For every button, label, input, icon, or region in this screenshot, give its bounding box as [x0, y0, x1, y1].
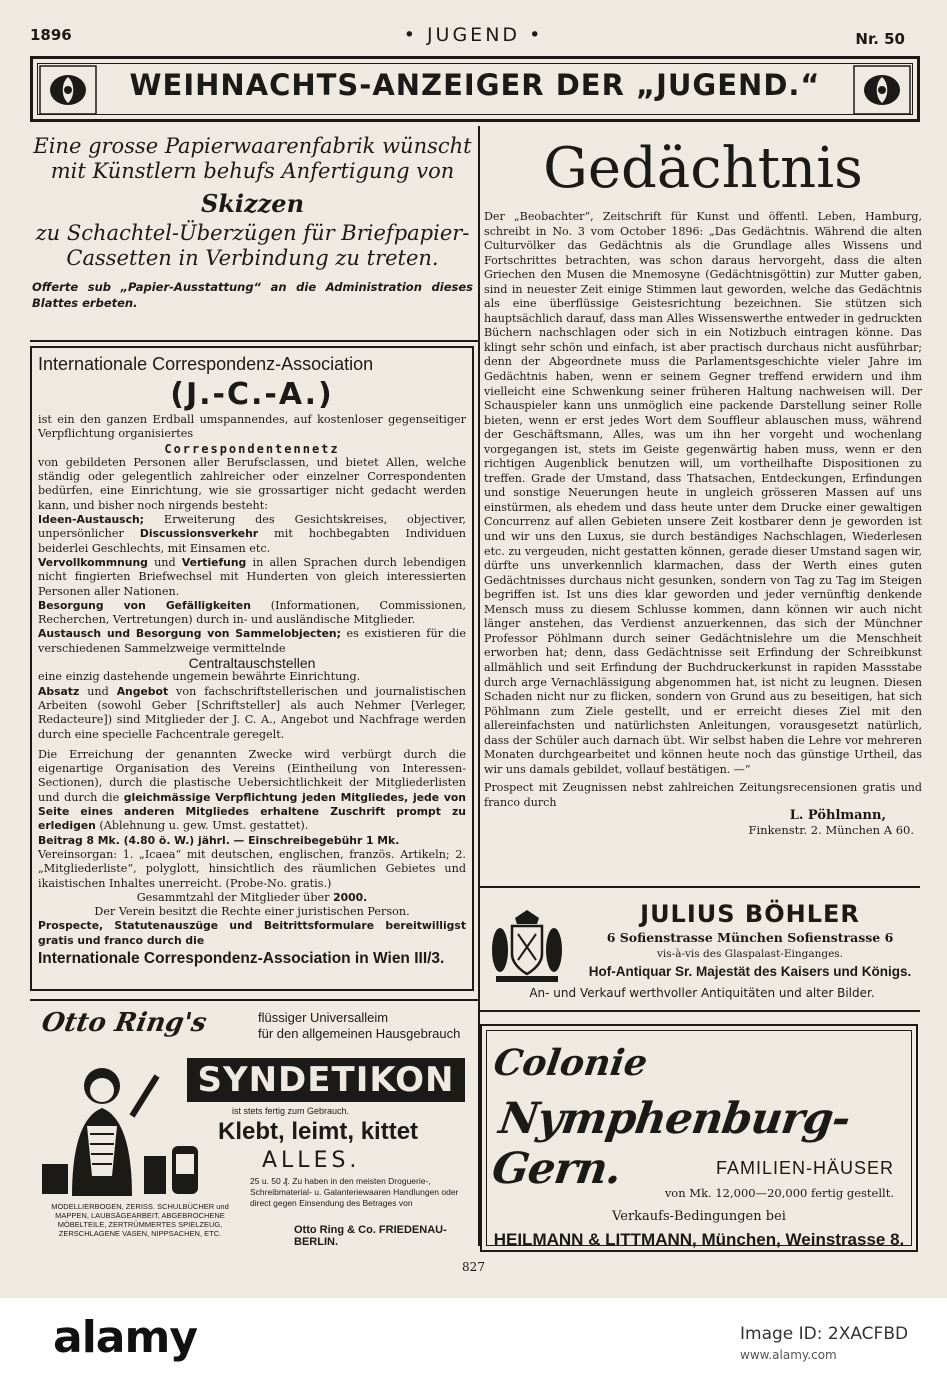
ica-p12: Gesammtzahl der Mitglieder über 2000.	[136, 890, 368, 904]
otto-ring-brand: Otto Ring's	[39, 1008, 209, 1038]
ica-p2: von gebildeten Personen aller Berufsclassen, und bietet Allen, welche ständig oder gelegentlich zahlreicher oder einzelner Correspondenten bedürfen, eine Einrichtung, wie sie grossartiger nicht gedacht werden kann, und bisher noch nirgends besteht:	[38, 455, 466, 512]
colonie-price: von Mk. 12,000—20,000 fertig gestellt.	[664, 1186, 894, 1200]
boehler-line3: Hof-Antiquar Sr. Majestät des Kaisers und Königs.	[588, 964, 912, 979]
ornament-icon	[853, 65, 911, 115]
syndetikon-ad	[32, 1006, 472, 1251]
syndetikon-tagline	[258, 1010, 460, 1042]
ica-abbr: (J.-C.-A.)	[170, 377, 334, 412]
syndetikon-claim: Klebt, leimt, kittet	[218, 1118, 419, 1145]
ica-p10: Beitrag 8 Mk. (4.80 ö. W.) jährl. — Einschreibegebühr 1 Mk.	[38, 833, 400, 847]
page-header	[30, 24, 917, 48]
syndetikon-small: 25 u. 50 ₰. Zu haben in den meisten Droguerie-, Schreibmaterial- u. Galanteriewaaren Handlungen oder direct gegen Einsendung des Betrages von	[250, 1176, 459, 1208]
divider	[30, 999, 478, 1001]
ica-p4: Vervollkommnung und Vertiefung in allen Sprachen durch lebendigen nicht fingierten Briefwechsel mit Hunderten von gleich interessierten Personen aller Nationen.	[38, 555, 466, 598]
journal-title: • JUGEND •	[403, 24, 544, 46]
stock-footer	[0, 1298, 947, 1390]
ica-p9: Die Erreichung der genannten Zwecke wird verbürgt durch die eigenartige Organisation des Vereins (Eintheilung von Interessen-Sectionen), durch die plastische Uebersichtlichkeit der Mitgliederlisten und durch die gleichmässige Verpflichtung jeden Mitgliedes, jede von Seite eines anderen Mitgliedes erhaltene Zuschrift prompt zu erledigen (Ablehnung u. gew. Umst. gestattet).	[38, 747, 466, 833]
gedaechtnis-signer: L. Pöhlmann,	[789, 808, 886, 824]
gedaechtnis-ad	[484, 136, 922, 837]
colonie-houses: FAMILIEN-HÄUSER	[715, 1158, 894, 1178]
syndetikon-ready: ist stets fertig zum Gebrauch.	[232, 1106, 350, 1116]
image-id: Image ID: 2XACFBD	[740, 1324, 909, 1344]
syndetikon-tag1: flüssiger Universalleim	[258, 1010, 389, 1025]
ica-p8: Absatz und Angebot von fachschriftstellerischen und journalistischen Arbeiten (sowohl Geber [Schriftsteller] als auch Nehmer [Verleger, Redacteure]) sind Mitglieder der J. C. A., Angebot und Nachfrage werden durch eine specielle Fachcentrale geregelt.	[38, 684, 466, 741]
ica-p14: Prospecte, Statutenauszüge und Beitrittsformulare bereitwilligst gratis und franco durch die	[38, 919, 466, 947]
gedaechtnis-title: Gedächtnis	[543, 136, 863, 201]
ica-centr: Centraltauschstellen	[188, 655, 316, 672]
ica-p3: Ideen-Austausch; Erweiterung des Gesichtskreises, objectiver, unpersönlicher Discussionsverkehr mit hochbegabten Individuen beiderlei Geschlechts, mit Einsamen etc.	[38, 513, 466, 555]
papier-ad-offer: Offerte sub „Papier-Ausstattung“ an die Administration dieses Blattes erbeten.	[32, 280, 473, 310]
ica-p5: Besorgung von Gefälligkeiten (Informationen, Commissionen, Recherchen, Vertretungen) durch in- und ausländische Mitglieder.	[38, 598, 466, 627]
boehler-line4: An- und Verkauf werthvoller Antiquitäten und alter Bilder.	[529, 986, 875, 1000]
gedaechtnis-text: Der „Beobachter“, Zeitschrift für Kunst und öffentl. Leben, Hamburg, schreibt in No. 3 vom October 1896: „Das Gedächtnis. Während die alten Culturvölker das Gedächtnis als die Grundlage alles Wissens und Fortschrittes betrachten, was schon daraus hervorgeht, dass die alten Griechen den Musen die Mnemosyne (Gedächtnisgöttin) zur Mutter gaben, sind in neuester Zeit einige Stimmen laut geworden, welche das Gedächtnis als eine überflüssige Geistesrichtung bezeichnen. Sie stützen sich hauptsächlich darauf, dass man Alles Wissenswerthe entweder in gedruckten Büchern nachschlagen oder sich in ein Notizbuch eintragen könne. Das klingt sehr schön und einfach, ist aber practisch durchaus nicht ausführbar; denn der Abgeordnete muss die Parlamentsgeschichte vieler Jahre im Gedächtnis haben, wenn er seinem Gegner treffend erwidern und ihm vielleicht eine Schwenkung seiner früheren Haltung nachweisen will. Der Schauspieler kann uns unmöglich eine packende Darstellung seiner Rolle bieten, wenn er erst jedes Wort dem Souffleur ablauschen muss, während der Geschäftsmann, Alles, was um ihn her vorgeht und wochenlang vorgegangen ist, stets im Geiste gegenwärtig haben muss, wenn er den richtigen Augenblick benutzen will, um vortheilhafte Dispositionen zu treffen. Grade der Umstand, dass Thatsachen, Entdeckungen, Erfindungen und sonstige Neuerungen heute in ungleich grösseren Massen auf uns einstürmen, als ehedem und dass heute unter dem Drucke einer gewaltigen Concurrenz auf allen Gebieten unsere Zeit kostbarer denn je geworden ist und wir uns den Luxus, sie durch beständiges Nachschlagen, Wiederlesen etc. zu vergeuden, nicht gestatten können, gerade dieser Umstand sagen wir, dürfte uns unverkennlich klarmachen, dass der Werth eines guten Gedächtnisses durchaus nicht gesunken, sondern von Tag zu Tag im Steigen begriffen ist. Ist uns dies klar geworden und jeder vernünftig denkende Mensch muss zu diesem Schlusse kommen, dann können wir auch nicht länger anstehen, das Verdienst anzuerkennen, das sich der Münchner Professor Pöhlmann durch seiner Gedächtnislehre um die Menschheit erworben hat; denn, dass Gedächtnisse seit Erfindung der Schreibkunst allmählich und seit Erfindung der Buchdruckerkunst in rapiden Massstabe durch arge Vernachlässigung abgenommen hat, ist nicht zu leugnen. Diesen Schaden nicht nur zu flicken, sondern von Grund aus zu beseitigen, hat sich Pöhlmann zum Ziele gestellt, und er erreicht dieses Ziel mit den allereinfachsten und natürlichsten Anleitungen, vorausgesetzt natürlich, dass der Schüler auch darnach übt. Wir selbst haben die Lehre vor mehreren Monaten durchgearbeitet und können heute noch das günstige Urtheil, das wir uns damals gebildet, vollauf bestätigen. —“	[484, 210, 922, 776]
divider	[480, 1010, 920, 1012]
divider	[480, 886, 920, 888]
colonie-ad	[480, 1024, 918, 1252]
woman-illustration-icon	[32, 1046, 212, 1206]
ica-p11: Vereinsorgan: 1. „Icaea“ mit deutschen, englischen, französ. Artikeln; 2. „Mitgliederliste“, polyglott, hinsichtlich des räumlichen Gebietes und ikaistischen Inhaltes unerreicht. (Probe-No. gratis.)	[38, 847, 466, 890]
papier-ad	[30, 134, 475, 311]
divider	[30, 340, 478, 342]
weihnachts-banner	[30, 56, 920, 122]
colonie-terms: Verkaufs-Bedingungen bei	[612, 1209, 786, 1224]
syndetikon-tag2: für den allgemeinen Hausgebrauch	[258, 1026, 461, 1041]
gedaechtnis-prospect: Prospect mit Zeugnissen nebst zahlreichen Zeitungsrecensionen gratis und franco durch	[484, 781, 922, 809]
syndetikon-name: SYNDETIKON	[187, 1058, 465, 1102]
ica-heading: Internationale Correspondenz-Association	[38, 354, 374, 374]
gedaechtnis-address: Finkenstr. 2. München A 60.	[748, 823, 914, 838]
syndetikon-alles: ALLES.	[262, 1148, 361, 1173]
year: 1896	[30, 26, 72, 44]
coat-of-arms-icon	[488, 904, 566, 986]
boehler-ad	[484, 898, 920, 1006]
ica-p13: Der Verein besitzt die Rechte einer juristischen Person.	[94, 905, 410, 919]
boehler-line2: vis-à-vis des Glaspalast-Einganges.	[656, 948, 844, 960]
syndetikon-left: MODELLIERBOGEN, ZERISS. SCHULBÜCHER und MAPPEN, LAUBSÄGEARBEIT, ABGEBROCHENE MÖBELTEILE, ZERTRÜMMERTES SPIELZEUG, ZERSCHLAGENE VASEN, NIPPSACHEN, ETC.	[51, 1202, 229, 1238]
boehler-line1: 6 Sofienstrasse München Sofienstrasse 6	[606, 930, 894, 945]
ica-p1: ist ein den ganzen Erdball umspannendes, auf kostenloser gegenseitiger Verpflichtung organisiertes	[38, 413, 466, 441]
alamy-logo[interactable]: alamy	[53, 1312, 197, 1363]
papier-ad-line1: Eine grosse Papierwaarenfabrik wünscht mit Künstlern behufs Anfertigung von	[33, 134, 472, 183]
ica-p6: Austausch und Besorgung von Sammelobjecten; es existieren für die verschiedenen Sammelzweige vermittelnde	[38, 627, 467, 655]
colonie-firm: HEILMANN & LITTMANN, München, Weinstrasse 8.	[493, 1230, 905, 1249]
nymphenburg-script: Nymphenburg-Gern.	[488, 1094, 853, 1194]
colonie-script: Colonie	[491, 1042, 651, 1084]
page-number: 827	[462, 1260, 485, 1274]
boehler-name: JULIUS BÖHLER	[640, 900, 860, 928]
issue-number: Nr. 50	[855, 30, 905, 48]
papier-ad-skizzen: Skizzen	[200, 189, 305, 218]
ica-p7: eine einzig dastehende ungemein bewährte Einrichtung.	[38, 670, 361, 684]
stock-site[interactable]: www.alamy.com	[740, 1348, 837, 1362]
ica-ad	[30, 346, 474, 991]
ica-body	[38, 413, 466, 948]
banner-title: WEIHNACHTS-ANZEIGER DER „JUGEND.“	[129, 68, 821, 102]
papier-ad-line2: zu Schachtel-Überzügen für Briefpapier-Cassetten in Verbindung zu treten.	[35, 221, 470, 270]
ica-netz: Correspondentennetz	[164, 441, 340, 456]
ica-footer: Internationale Correspondenz-Association in Wien III/3.	[38, 949, 445, 967]
syndetikon-maker: Otto Ring & Co. FRIEDENAU-BERLIN.	[294, 1224, 447, 1248]
ornament-icon	[39, 65, 97, 115]
